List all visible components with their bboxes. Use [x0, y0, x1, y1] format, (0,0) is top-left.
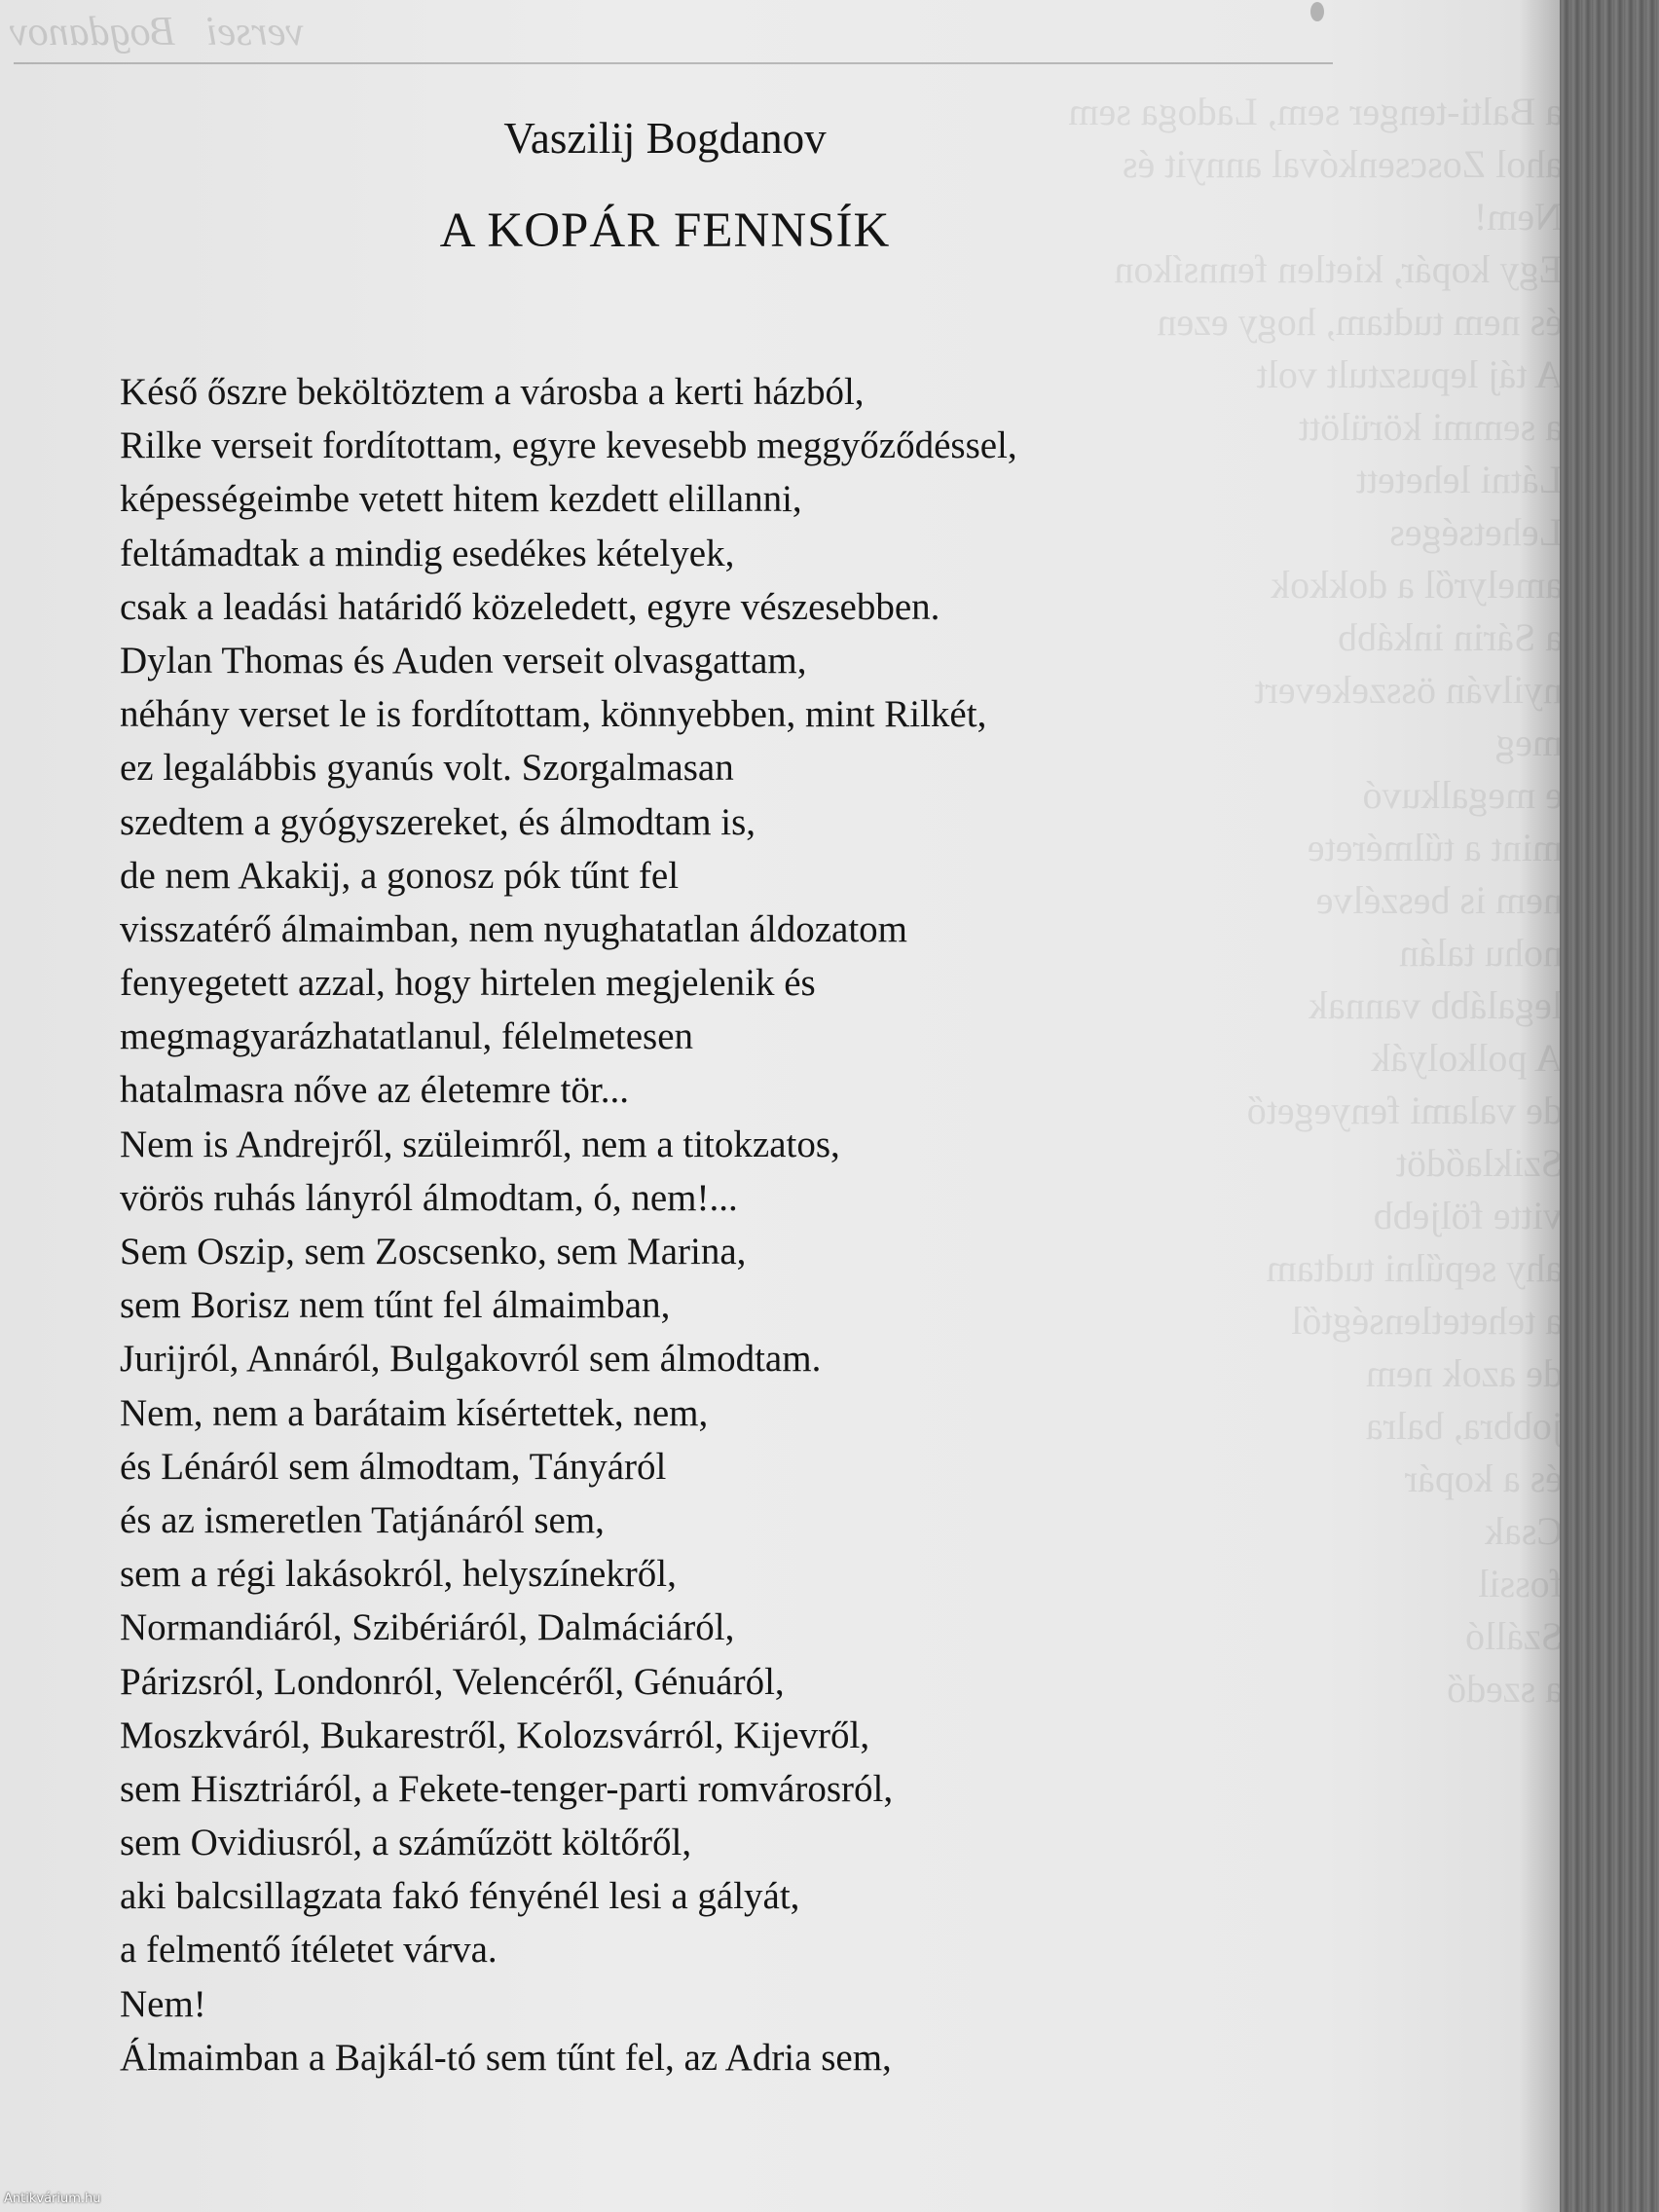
- poem-line: feltámadtak a mindig esedékes kételyek,: [120, 532, 735, 574]
- poem-line: megmagyarázhatatlanul, félelmetesen: [120, 1015, 694, 1058]
- poem-line: hatalmasra nőve az életemre tör...: [120, 1069, 629, 1112]
- poem-body: [120, 365, 1337, 2084]
- poem-line: Sem Oszip, sem Zoscsenko, sem Marina,: [120, 1231, 747, 1272]
- watermark: Antikvárium.hu: [4, 2192, 101, 2206]
- header-rule: [14, 62, 1333, 64]
- poem-line: Álmaimban a Bajkál-tó sem tűnt fel, az Adria sem,: [120, 2036, 892, 2079]
- poem-line: Nem!: [120, 1982, 206, 2025]
- poem-line: visszatérő álmaimban, nem nyughatatlan áldozatom: [120, 907, 907, 950]
- poem-line: képességeimbe vetett hitem kezdett elillanni,: [120, 478, 802, 521]
- poem-line: fenyegetett azzal, hogy hirtelen megjelenik és: [120, 962, 816, 1005]
- poem-line: Nem is Andrejről, szüleimről, nem a titokzatos,: [120, 1123, 840, 1165]
- bleed-through-header: versei Bogdanov: [10, 10, 305, 55]
- page-stack-edge: [1560, 0, 1659, 2212]
- poem-line: aki balcsillagzata fakó fényénél lesi a gályát,: [120, 1875, 800, 1918]
- poem-line: néhány verset le is fordítottam, könnyebben, mint Rilkét,: [120, 693, 987, 736]
- poem-line: sem a régi lakásokról, helyszínekről,: [120, 1553, 677, 1596]
- poem-line: sem Hisztriáról, a Fekete-tenger-parti romvárosról,: [120, 1767, 894, 1810]
- poem-line: Rilke verseit fordítottam, egyre kevesebb meggyőződéssel,: [120, 424, 1017, 467]
- poem-line: szedtem a gyógyszereket, és álmodtam is,: [120, 800, 756, 843]
- poem-line: Késő őszre beköltöztem a városba a kerti házból,: [120, 371, 865, 413]
- author-name: Vaszilij Bogdanov: [503, 114, 827, 163]
- poem-line: ez legalábbis gyanús volt. Szorgalmasan: [120, 747, 734, 790]
- bleed-through-text: Balti-tenger sem, Ladoga sem Zoscsenkóval annyit és kopár, kietlen fennsíkon nem tudtam, hogy ezen táj lepusztult volt semmi körülött lehetett Lehetséges amelyről a dokkok Sárin inkább nyilván összekevert megalkuvó a tűlmérete is beszélve talán legalább vannak polkolyák valami fenyegető Sziklaődöt följebb sepűlni tudtam tehetetlenségtől azok nem jobbra, balra a kopár Szálló szedő: [1068, 90, 1563, 1711]
- page-edge-shadow: [1519, 0, 1560, 2212]
- poem-line: Normandiáról, Szibériáról, Dalmáciáról,: [120, 1606, 735, 1649]
- poem-line: de nem Akakij, a gonosz pók tűnt fel: [120, 854, 680, 897]
- page-corner-mark: [1310, 2, 1324, 21]
- poem-line: sem Ovidiusról, a száműzött költőről,: [120, 1822, 692, 1864]
- poem-line: sem Borisz nem tűnt fel álmaimban,: [120, 1284, 671, 1327]
- poem-line: Párizsról, Londonról, Velencéről, Génuáról,: [120, 1660, 785, 1703]
- poem-line: Nem, nem a barátaim kísértettek, nem,: [120, 1391, 709, 1434]
- poem-line: csak a leadási határidő közeledett, egyre vészesebben.: [120, 585, 940, 628]
- poem-line: Jurijról, Annáról, Bulgakovról sem álmodtam.: [120, 1338, 822, 1381]
- poem-line: vörös ruhás lányról álmodtam, ó, nem!...: [120, 1176, 738, 1219]
- poem-title: A KOPÁR FENNSÍK: [439, 203, 891, 258]
- poem-line: és az ismeretlen Tatjánáról sem,: [120, 1498, 605, 1541]
- poem-line: és Lénáról sem álmodtam, Tányáról: [120, 1445, 667, 1488]
- poem-line: Dylan Thomas és Auden verseit olvasgattam,: [120, 639, 807, 682]
- poem-line: a felmentő ítéletet várva.: [120, 1929, 498, 1972]
- poem-line: Moszkváról, Bukarestről, Kolozsvárról, Kijevről,: [120, 1714, 870, 1756]
